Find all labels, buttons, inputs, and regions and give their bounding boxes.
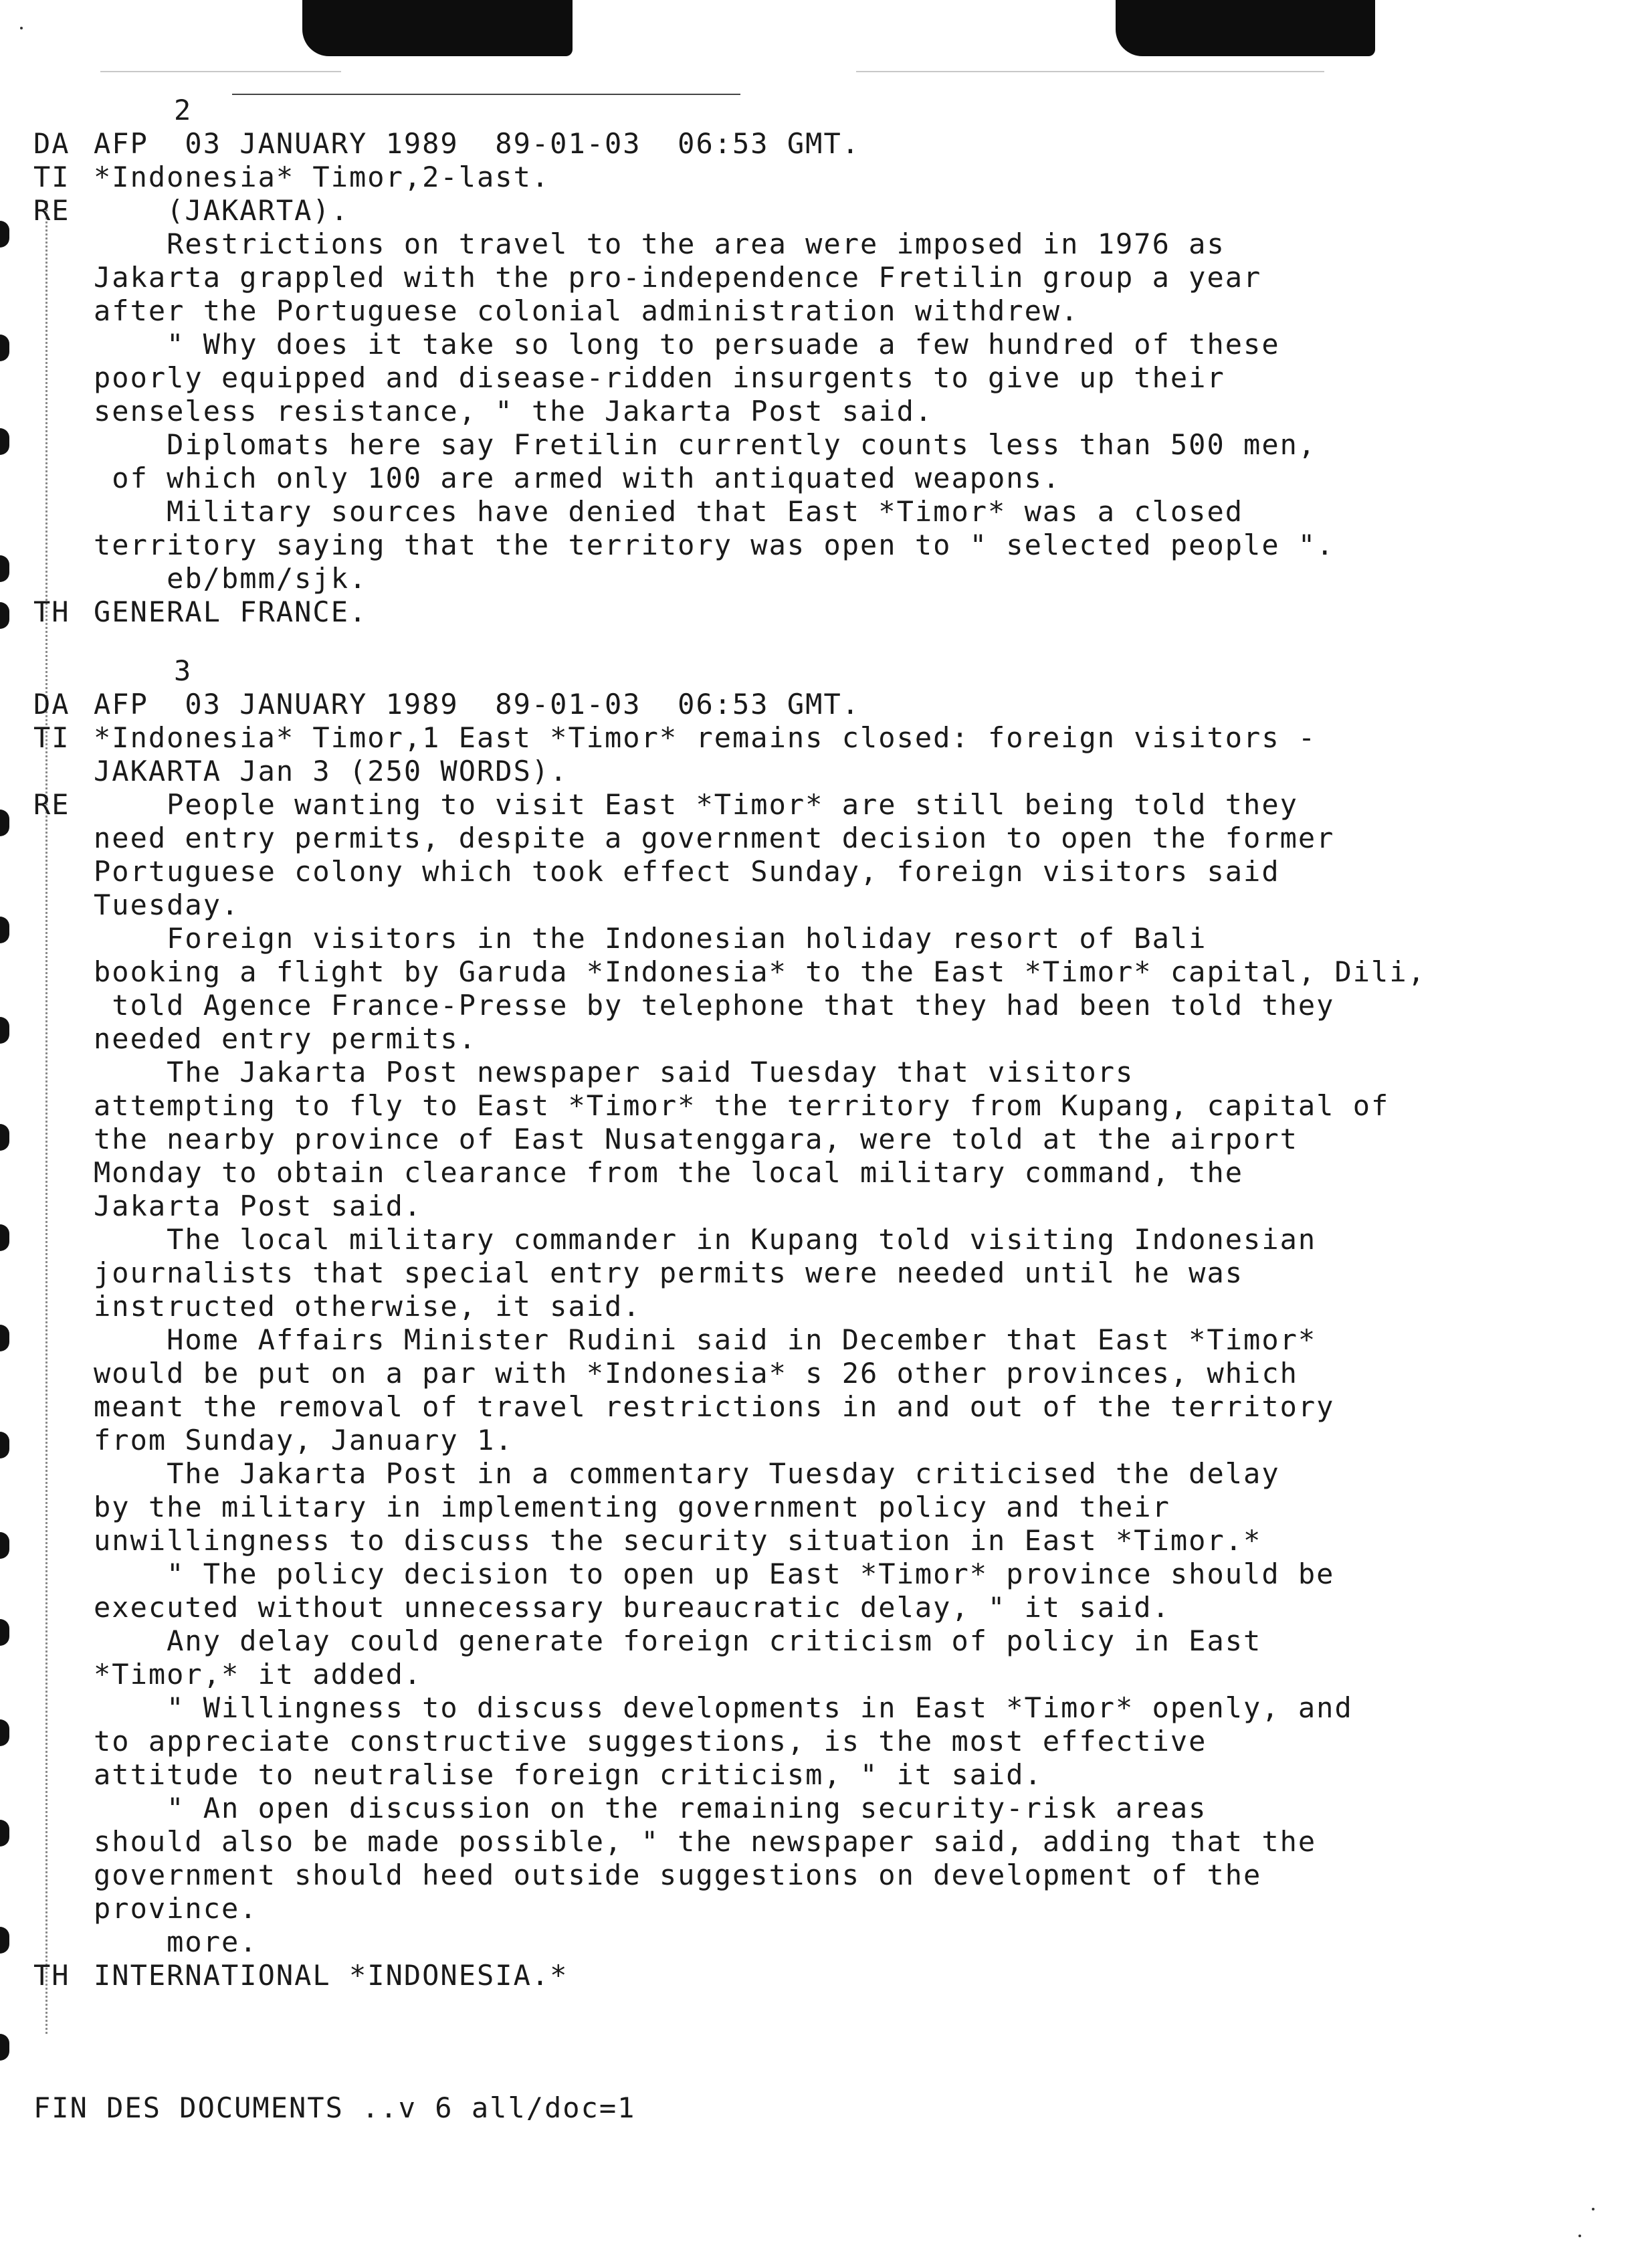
punch-hole <box>0 917 9 943</box>
body-line: *Timor,* it added. <box>94 1658 423 1691</box>
title-line: JAKARTA Jan 3 (250 WORDS). <box>94 755 569 787</box>
body-line: " Willingness to discuss developments in East *Timor* openly, and <box>94 1691 1353 1724</box>
body-line: executed without unnecessary bureaucratic delay, " it said. <box>94 1591 1170 1624</box>
scan-speck <box>1578 2235 1581 2237</box>
wire-record <box>33 654 1619 1992</box>
punch-hole <box>0 335 9 361</box>
body-line: attempting to fly to East *Timor* the territory from Kupang, capital of <box>94 1089 1390 1122</box>
punch-hole <box>0 1124 9 1151</box>
scan-speck <box>1592 2208 1594 2210</box>
punch-hole <box>0 221 9 248</box>
body-line: territory saying that the territory was open to " selected people ". <box>94 529 1335 561</box>
body-line: to appreciate constructive suggestions, is the most effective <box>94 1725 1207 1758</box>
body-line: journalists that special entry permits were needed until he was <box>94 1256 1244 1289</box>
title-line: TI *Indonesia* Timor,2-last. <box>33 161 550 193</box>
body-line: booking a flight by Garuda *Indonesia* to the East *Timor* capital, Dili, <box>94 955 1426 988</box>
body-line: needed entry permits. <box>94 1022 478 1055</box>
body-line: The local military commander in Kupang told visiting Indonesian <box>94 1223 1317 1256</box>
date-line: DA AFP 03 JANUARY 1989 89-01-03 06:53 GMT. <box>33 127 861 160</box>
record-number: 3 <box>174 654 193 687</box>
record-number: 2 <box>174 94 193 126</box>
punch-hole <box>0 1432 9 1458</box>
punch-hole <box>0 1719 9 1746</box>
scan-speck <box>20 27 23 29</box>
punch-hole <box>0 428 9 455</box>
punch-hole <box>0 1619 9 1646</box>
body-line: of which only 100 are armed with antiquated weapons. <box>94 462 1061 494</box>
body-line: " An open discussion on the remaining security-risk areas <box>94 1792 1207 1824</box>
punch-hole <box>0 602 9 629</box>
body-line: Diplomats here say Fretilin currently counts less than 500 men, <box>94 428 1317 461</box>
punch-hole <box>0 2034 9 2061</box>
body-line: eb/bmm/sjk. <box>94 562 368 595</box>
body-line: Tuesday. <box>94 888 240 921</box>
punch-hole <box>0 810 9 836</box>
body-line: Any delay could generate foreign criticism of policy in East <box>94 1624 1262 1657</box>
underline-rule <box>232 94 740 95</box>
body-line: The Jakarta Post newspaper said Tuesday that visitors <box>94 1056 1134 1089</box>
topic-line: TH INTERNATIONAL *INDONESIA.* <box>33 1959 569 1992</box>
punch-hole <box>0 1820 9 1847</box>
scan-line <box>100 71 341 72</box>
punch-hole <box>0 555 9 582</box>
punch-hole <box>0 1927 9 1954</box>
body-line: " The policy decision to open up East *Timor* province should be <box>94 1557 1335 1590</box>
body-line: the nearby province of East Nusatenggara, were told at the airport <box>94 1123 1298 1155</box>
body-line: province. <box>94 1892 258 1925</box>
body-line: attitude to neutralise foreign criticism, " it said. <box>94 1758 1043 1791</box>
body-line: instructed otherwise, it said. <box>94 1290 641 1323</box>
wire-record <box>33 94 1619 629</box>
reference-line: RE (JAKARTA). <box>33 194 350 227</box>
body-line: should also be made possible, " the newspaper said, adding that the <box>94 1825 1317 1858</box>
body-line: from Sunday, January 1. <box>94 1424 514 1456</box>
body-line: Restrictions on travel to the area were imposed in 1976 as <box>94 227 1225 260</box>
topic-line: TH GENERAL FRANCE. <box>33 595 368 628</box>
body-line: The Jakarta Post in a commentary Tuesday criticised the delay <box>94 1457 1280 1490</box>
punch-hole <box>0 1017 9 1044</box>
wire-document <box>33 94 1619 1992</box>
article-body <box>33 822 1619 1959</box>
body-line: Home Affairs Minister Rudini said in December that East *Timor* <box>94 1323 1317 1356</box>
tape-strip-right <box>1116 0 1375 56</box>
body-line: " Why does it take so long to persuade a few hundred of these <box>94 328 1280 361</box>
body-line: Military sources have denied that East *Timor* was a closed <box>94 495 1244 528</box>
body-line: government should heed outside suggestions on development of the <box>94 1859 1262 1891</box>
body-line: after the Portuguese colonial administration withdrew. <box>94 294 1079 327</box>
body-line: need entry permits, despite a government decision to open the former <box>94 822 1335 854</box>
body-line: meant the removal of travel restrictions in and out of the territory <box>94 1390 1335 1423</box>
punch-hole <box>0 1224 9 1251</box>
body-line: Jakarta Post said. <box>94 1190 423 1222</box>
body-line: more. <box>94 1925 258 1958</box>
body-line: told Agence France-Presse by telephone that they had been told they <box>94 989 1335 1022</box>
body-line: by the military in implementing government policy and their <box>94 1491 1170 1523</box>
body-line: Portuguese colony which took effect Sunday, foreign visitors said <box>94 855 1280 888</box>
tape-strip-left <box>302 0 573 56</box>
body-line: unwillingness to discuss the security situation in East *Timor.* <box>94 1524 1262 1557</box>
body-line: would be put on a par with *Indonesia* s 26 other provinces, which <box>94 1357 1298 1390</box>
date-line: DA AFP 03 JANUARY 1989 89-01-03 06:53 GMT. <box>33 688 861 721</box>
body-line: Jakarta grappled with the pro-independence Fretilin group a year <box>94 261 1262 294</box>
title-line: TI *Indonesia* Timor,1 East *Timor* remains closed: foreign visitors - <box>33 721 1317 754</box>
body-line: senseless resistance, " the Jakarta Post said. <box>94 395 934 428</box>
body-line: Monday to obtain clearance from the local military command, the <box>94 1156 1244 1189</box>
body-line: Foreign visitors in the Indonesian holiday resort of Bali <box>94 922 1207 955</box>
scan-line <box>856 71 1324 72</box>
article-body <box>33 227 1619 595</box>
punch-hole <box>0 1325 9 1351</box>
end-of-documents-line: FIN DES DOCUMENTS ..v 6 all/doc=1 <box>33 2091 636 2124</box>
reference-line: RE People wanting to visit East *Timor* are still being told they <box>33 788 1298 821</box>
punch-hole <box>0 1532 9 1559</box>
body-line: poorly equipped and disease-ridden insurgents to give up their <box>94 361 1225 394</box>
